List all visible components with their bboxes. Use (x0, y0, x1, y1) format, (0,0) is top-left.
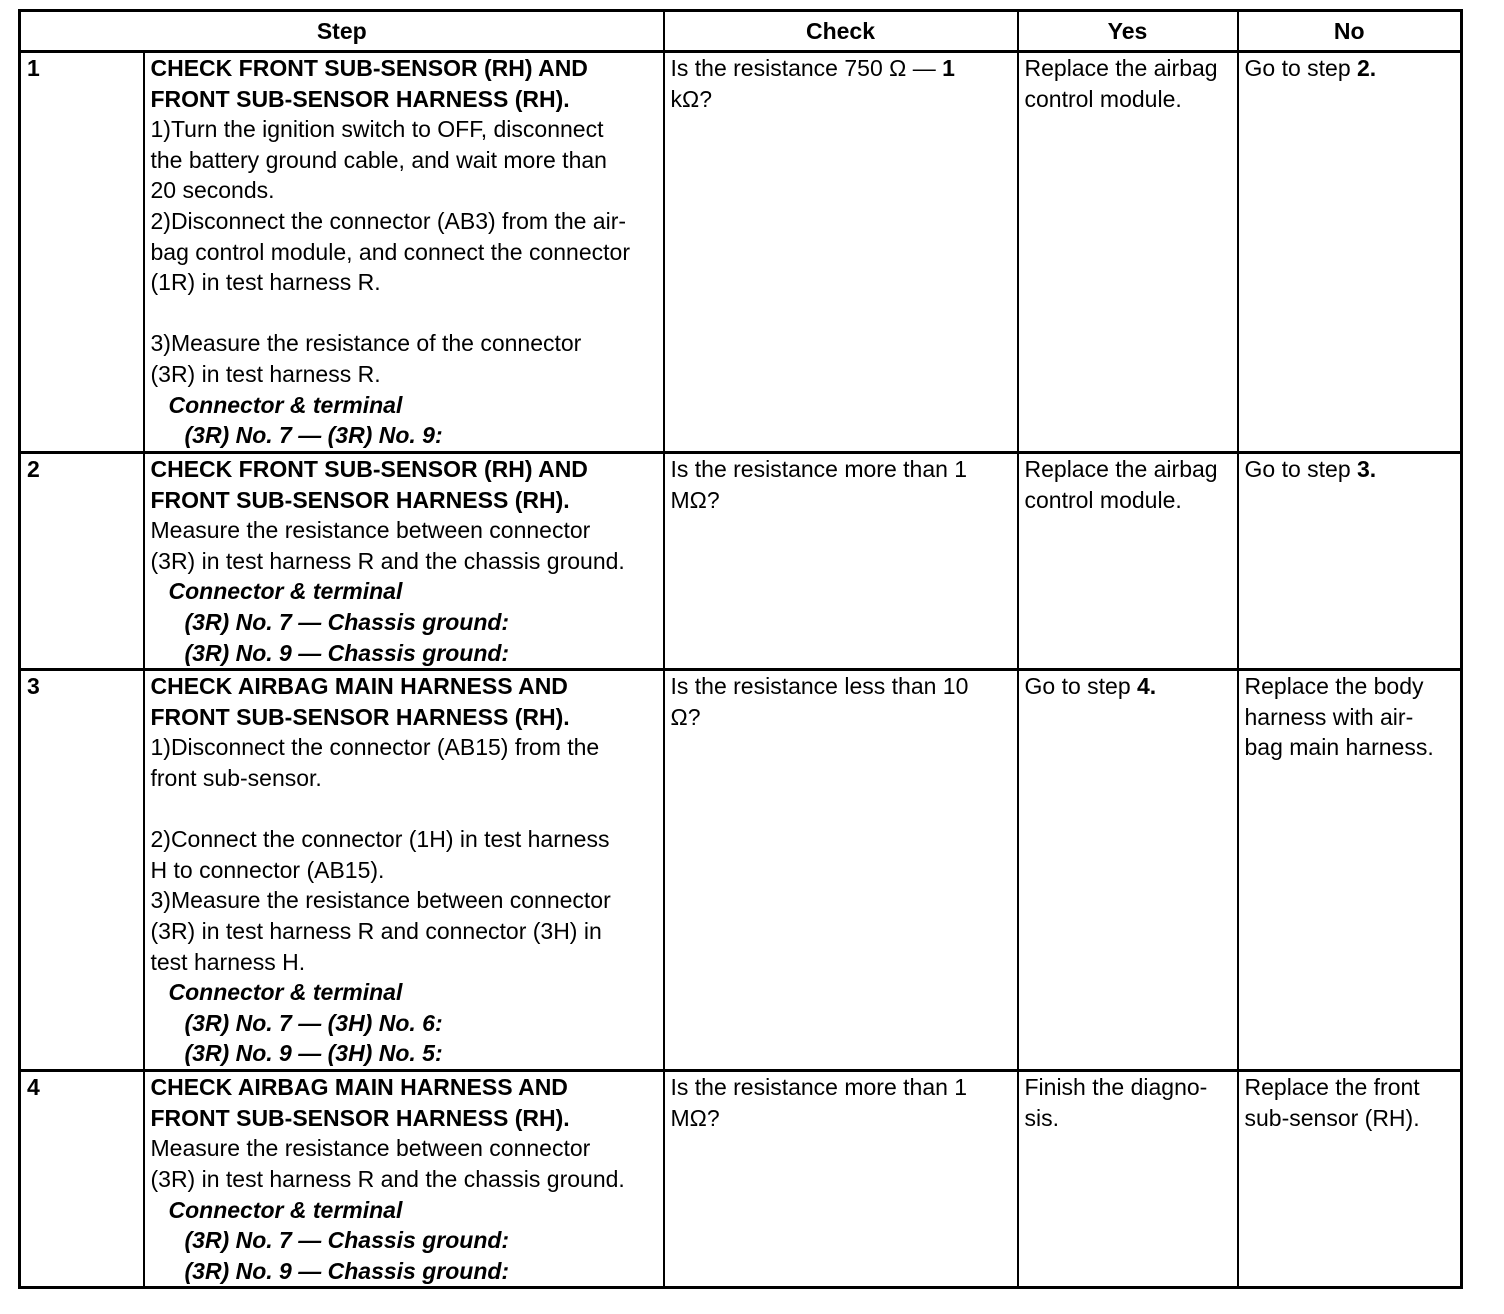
no-step-ref: 3. (1357, 456, 1377, 482)
no-text: bag main harness. (1244, 734, 1434, 761)
table-row (20, 52, 1462, 453)
step-text: 2)Connect the connector (1H) in test harness (150, 826, 610, 853)
terminal-spec: (3R) No. 9 — (3H) No. 5: (184, 1040, 443, 1067)
step-title: CHECK FRONT SUB-SENSOR (RH) AND (150, 456, 588, 482)
no-cell (1238, 1071, 1462, 1288)
check-cell (664, 1071, 1018, 1288)
step-text: (3R) in test harness R and connector (3H) in (150, 917, 602, 944)
no-text: Replace the front (1244, 1074, 1420, 1101)
no-text: Go to step (1244, 55, 1358, 81)
check-cell (664, 453, 1018, 670)
step-text: 1)Turn the ignition switch to OFF, disconnect (150, 116, 604, 143)
step-number: 2 (20, 453, 144, 670)
check-text: kΩ? (670, 85, 712, 112)
step-number: 1 (20, 52, 144, 453)
terminal-header: Connector & terminal (168, 578, 403, 605)
header-check: Check (664, 11, 1018, 52)
yes-cell (1018, 52, 1238, 453)
no-text: harness with air- (1244, 703, 1414, 730)
yes-cell (1018, 1071, 1238, 1288)
step-text: the battery ground cable, and wait more than (150, 146, 607, 173)
step-text: 2)Disconnect the connector (AB3) from the air- (150, 207, 627, 234)
terminal-spec: (3R) No. 7 — Chassis ground: (184, 608, 510, 635)
step-number: 3 (20, 670, 144, 1071)
no-cell (1238, 52, 1462, 453)
spacer (151, 794, 657, 825)
step-text: 20 seconds. (150, 177, 275, 204)
yes-step-ref: 4. (1137, 673, 1157, 700)
check-cell (664, 52, 1018, 453)
check-text: Is the resistance more than 1 (670, 456, 968, 482)
step-text: Measure the resistance between connector (150, 1135, 591, 1162)
no-text: sub-sensor (RH). (1244, 1104, 1420, 1131)
step-number: 4 (20, 1071, 144, 1288)
table-row (20, 1071, 1462, 1288)
step-text: (3R) in test harness R and the chassis ground. (150, 1165, 625, 1192)
terminal-header: Connector & terminal (168, 1196, 403, 1223)
step-description (144, 1071, 664, 1288)
step-title: FRONT SUB-SENSOR HARNESS (RH). (150, 486, 570, 513)
step-text: front sub-sensor. (150, 764, 322, 791)
terminal-spec: (3R) No. 7 — (3H) No. 6: (184, 1009, 443, 1036)
step-text: bag control module, and connect the connector (150, 238, 630, 265)
no-step-ref: 2. (1357, 55, 1377, 81)
step-text: Measure the resistance between connector (150, 517, 591, 544)
step-text: (3R) in test harness R. (150, 360, 381, 387)
table-row (20, 670, 1462, 1071)
terminal-spec: (3R) No. 7 — (3R) No. 9: (184, 422, 443, 449)
diagnostic-table (18, 9, 1463, 1289)
no-cell (1238, 670, 1462, 1071)
terminal-spec: (3R) No. 7 — Chassis ground: (184, 1227, 510, 1254)
terminal-header: Connector & terminal (168, 391, 403, 418)
yes-text: control module. (1024, 85, 1182, 112)
yes-text: control module. (1024, 486, 1182, 513)
step-title: CHECK AIRBAG MAIN HARNESS AND (150, 673, 568, 700)
check-text: Is the resistance less than 10 (670, 673, 969, 700)
yes-cell (1018, 453, 1238, 670)
step-title: CHECK FRONT SUB-SENSOR (RH) AND (150, 55, 588, 81)
step-text: (3R) in test harness R and the chassis ground. (150, 547, 625, 574)
step-text: 3)Measure the resistance of the connector (150, 330, 582, 357)
table-row (20, 453, 1462, 670)
yes-text: Replace the airbag (1024, 55, 1218, 81)
no-cell (1238, 453, 1462, 670)
step-description (144, 52, 664, 453)
header-row (20, 11, 1462, 52)
check-text: MΩ? (670, 1104, 720, 1131)
step-text: H to connector (AB15). (150, 856, 385, 883)
check-text: Is the resistance more than 1 (670, 1074, 968, 1101)
terminal-spec: (3R) No. 9 — Chassis ground: (184, 639, 510, 666)
yes-text: Replace the airbag (1024, 456, 1218, 482)
step-title: FRONT SUB-SENSOR HARNESS (RH). (150, 1104, 570, 1131)
step-description (144, 670, 664, 1071)
check-text: MΩ? (670, 486, 720, 513)
check-cell (664, 670, 1018, 1071)
no-text: Go to step (1244, 456, 1358, 482)
yes-text: Go to step (1024, 673, 1138, 700)
step-text: test harness H. (150, 948, 306, 975)
step-description (144, 453, 664, 670)
header-yes: Yes (1018, 11, 1238, 52)
yes-cell (1018, 670, 1238, 1071)
terminal-header: Connector & terminal (168, 979, 403, 1006)
step-title: CHECK AIRBAG MAIN HARNESS AND (150, 1074, 568, 1101)
step-title: FRONT SUB-SENSOR HARNESS (RH). (150, 85, 570, 112)
step-title: FRONT SUB-SENSOR HARNESS (RH). (150, 703, 570, 730)
step-text: 3)Measure the resistance between connector (150, 887, 611, 914)
yes-text: sis. (1024, 1104, 1059, 1131)
check-text: Ω? (670, 703, 701, 730)
yes-text: Finish the diagno- (1024, 1074, 1208, 1101)
step-text: 1)Disconnect the connector (AB15) from the (150, 734, 600, 761)
check-text: Is the resistance 750 Ω — (670, 55, 943, 81)
terminal-spec: (3R) No. 9 — Chassis ground: (184, 1257, 510, 1284)
no-text: Replace the body (1244, 673, 1424, 700)
header-step: Step (20, 11, 664, 52)
check-value: 1 (942, 55, 955, 81)
step-text: (1R) in test harness R. (150, 269, 381, 296)
spacer (151, 298, 657, 329)
header-no: No (1238, 11, 1462, 52)
